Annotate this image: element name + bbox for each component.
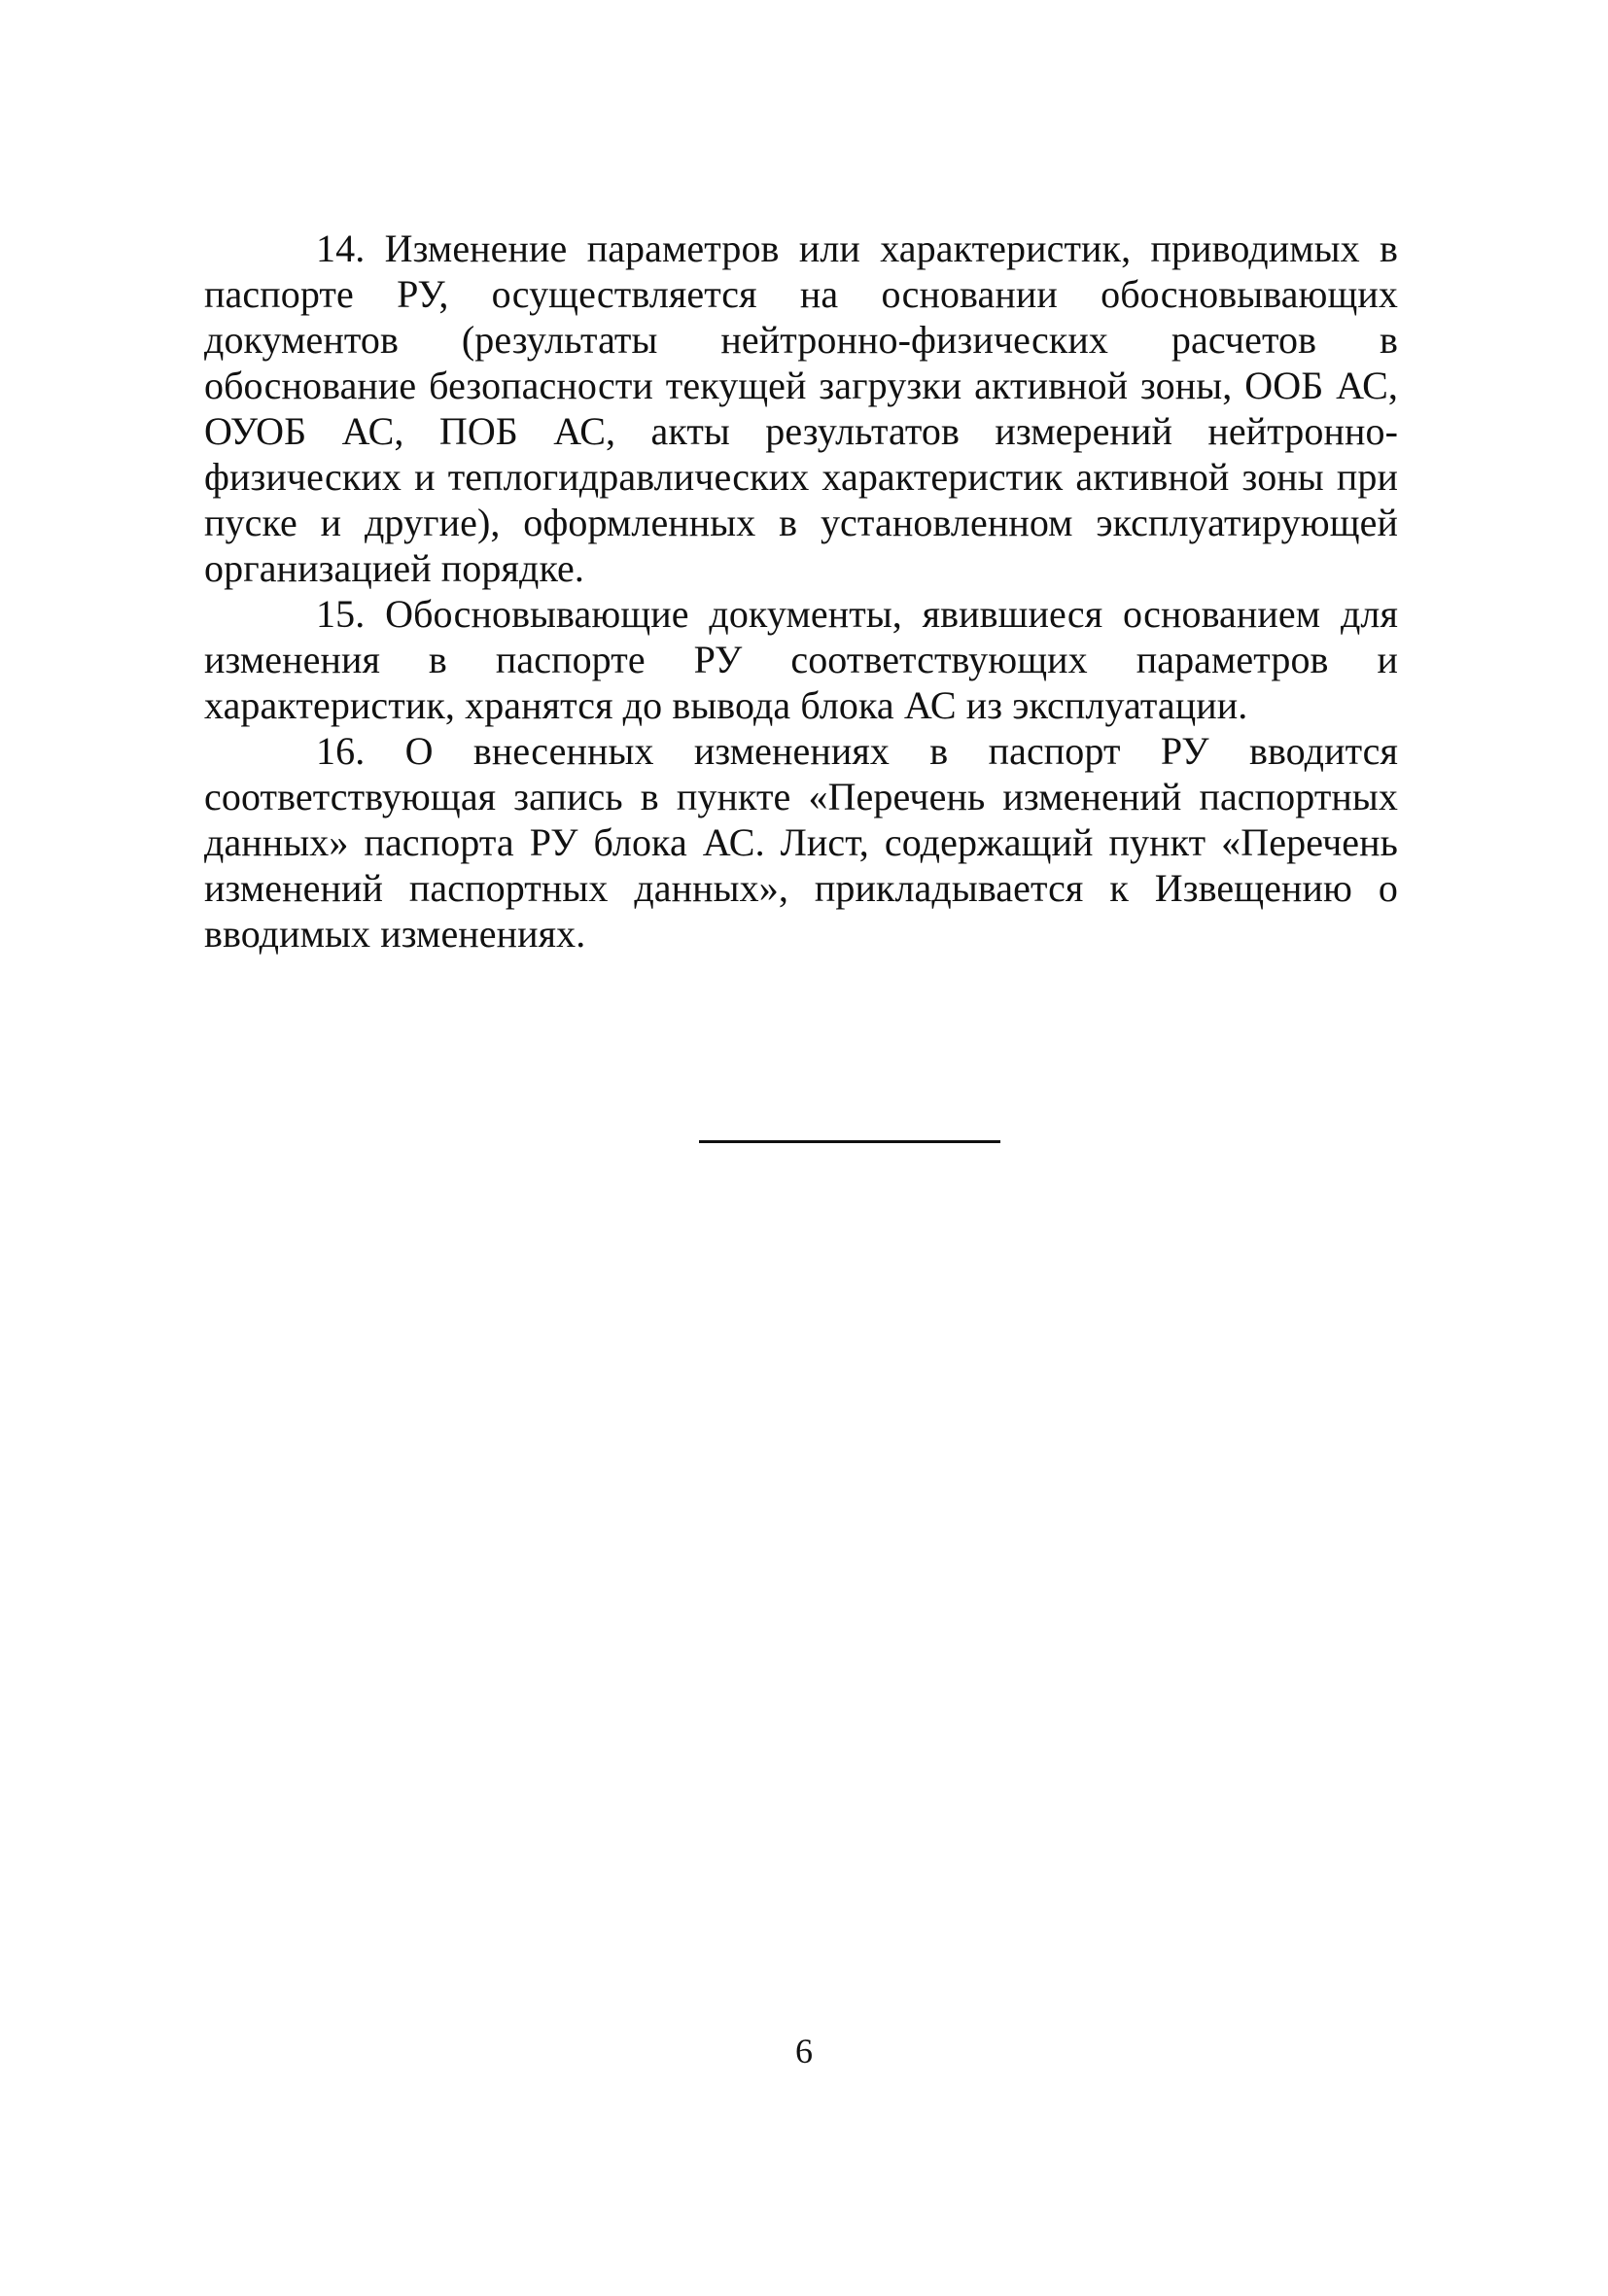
- paragraph-14: 14. Изменение параметров или характеристик, приводимых в паспорте РУ, осуществляется на основании обосновывающих документов (результаты нейтронно-физических расчетов в обоснование безопасности текущей загрузки активной зоны, ООБ АС, ОУОБ АС, ПОБ АС, акты результатов измерений нейтронно-физических и теплогидравлических характеристик активной зоны при пуске и другие), оформленных в установленном эксплуатирующей организацией порядке.: [204, 226, 1398, 590]
- end-separator-line: [699, 1140, 1000, 1143]
- page-number: 6: [795, 2032, 813, 2070]
- document-body: [204, 226, 1398, 957]
- paragraph-15: 15. Обосновывающие документы, явившиеся основанием для изменения в паспорте РУ соответствующих параметров и характеристик, хранятся до вывода блока АС из эксплуатации.: [204, 592, 1398, 727]
- paragraph-16: 16. О внесенных изменениях в паспорт РУ вводится соответствующая запись в пункте «Перечень изменений паспортных данных» паспорта РУ блока АС. Лист, содержащий пункт «Перечень изменений паспортных данных», прикладывается к Извещению о вводимых изменениях.: [204, 729, 1398, 956]
